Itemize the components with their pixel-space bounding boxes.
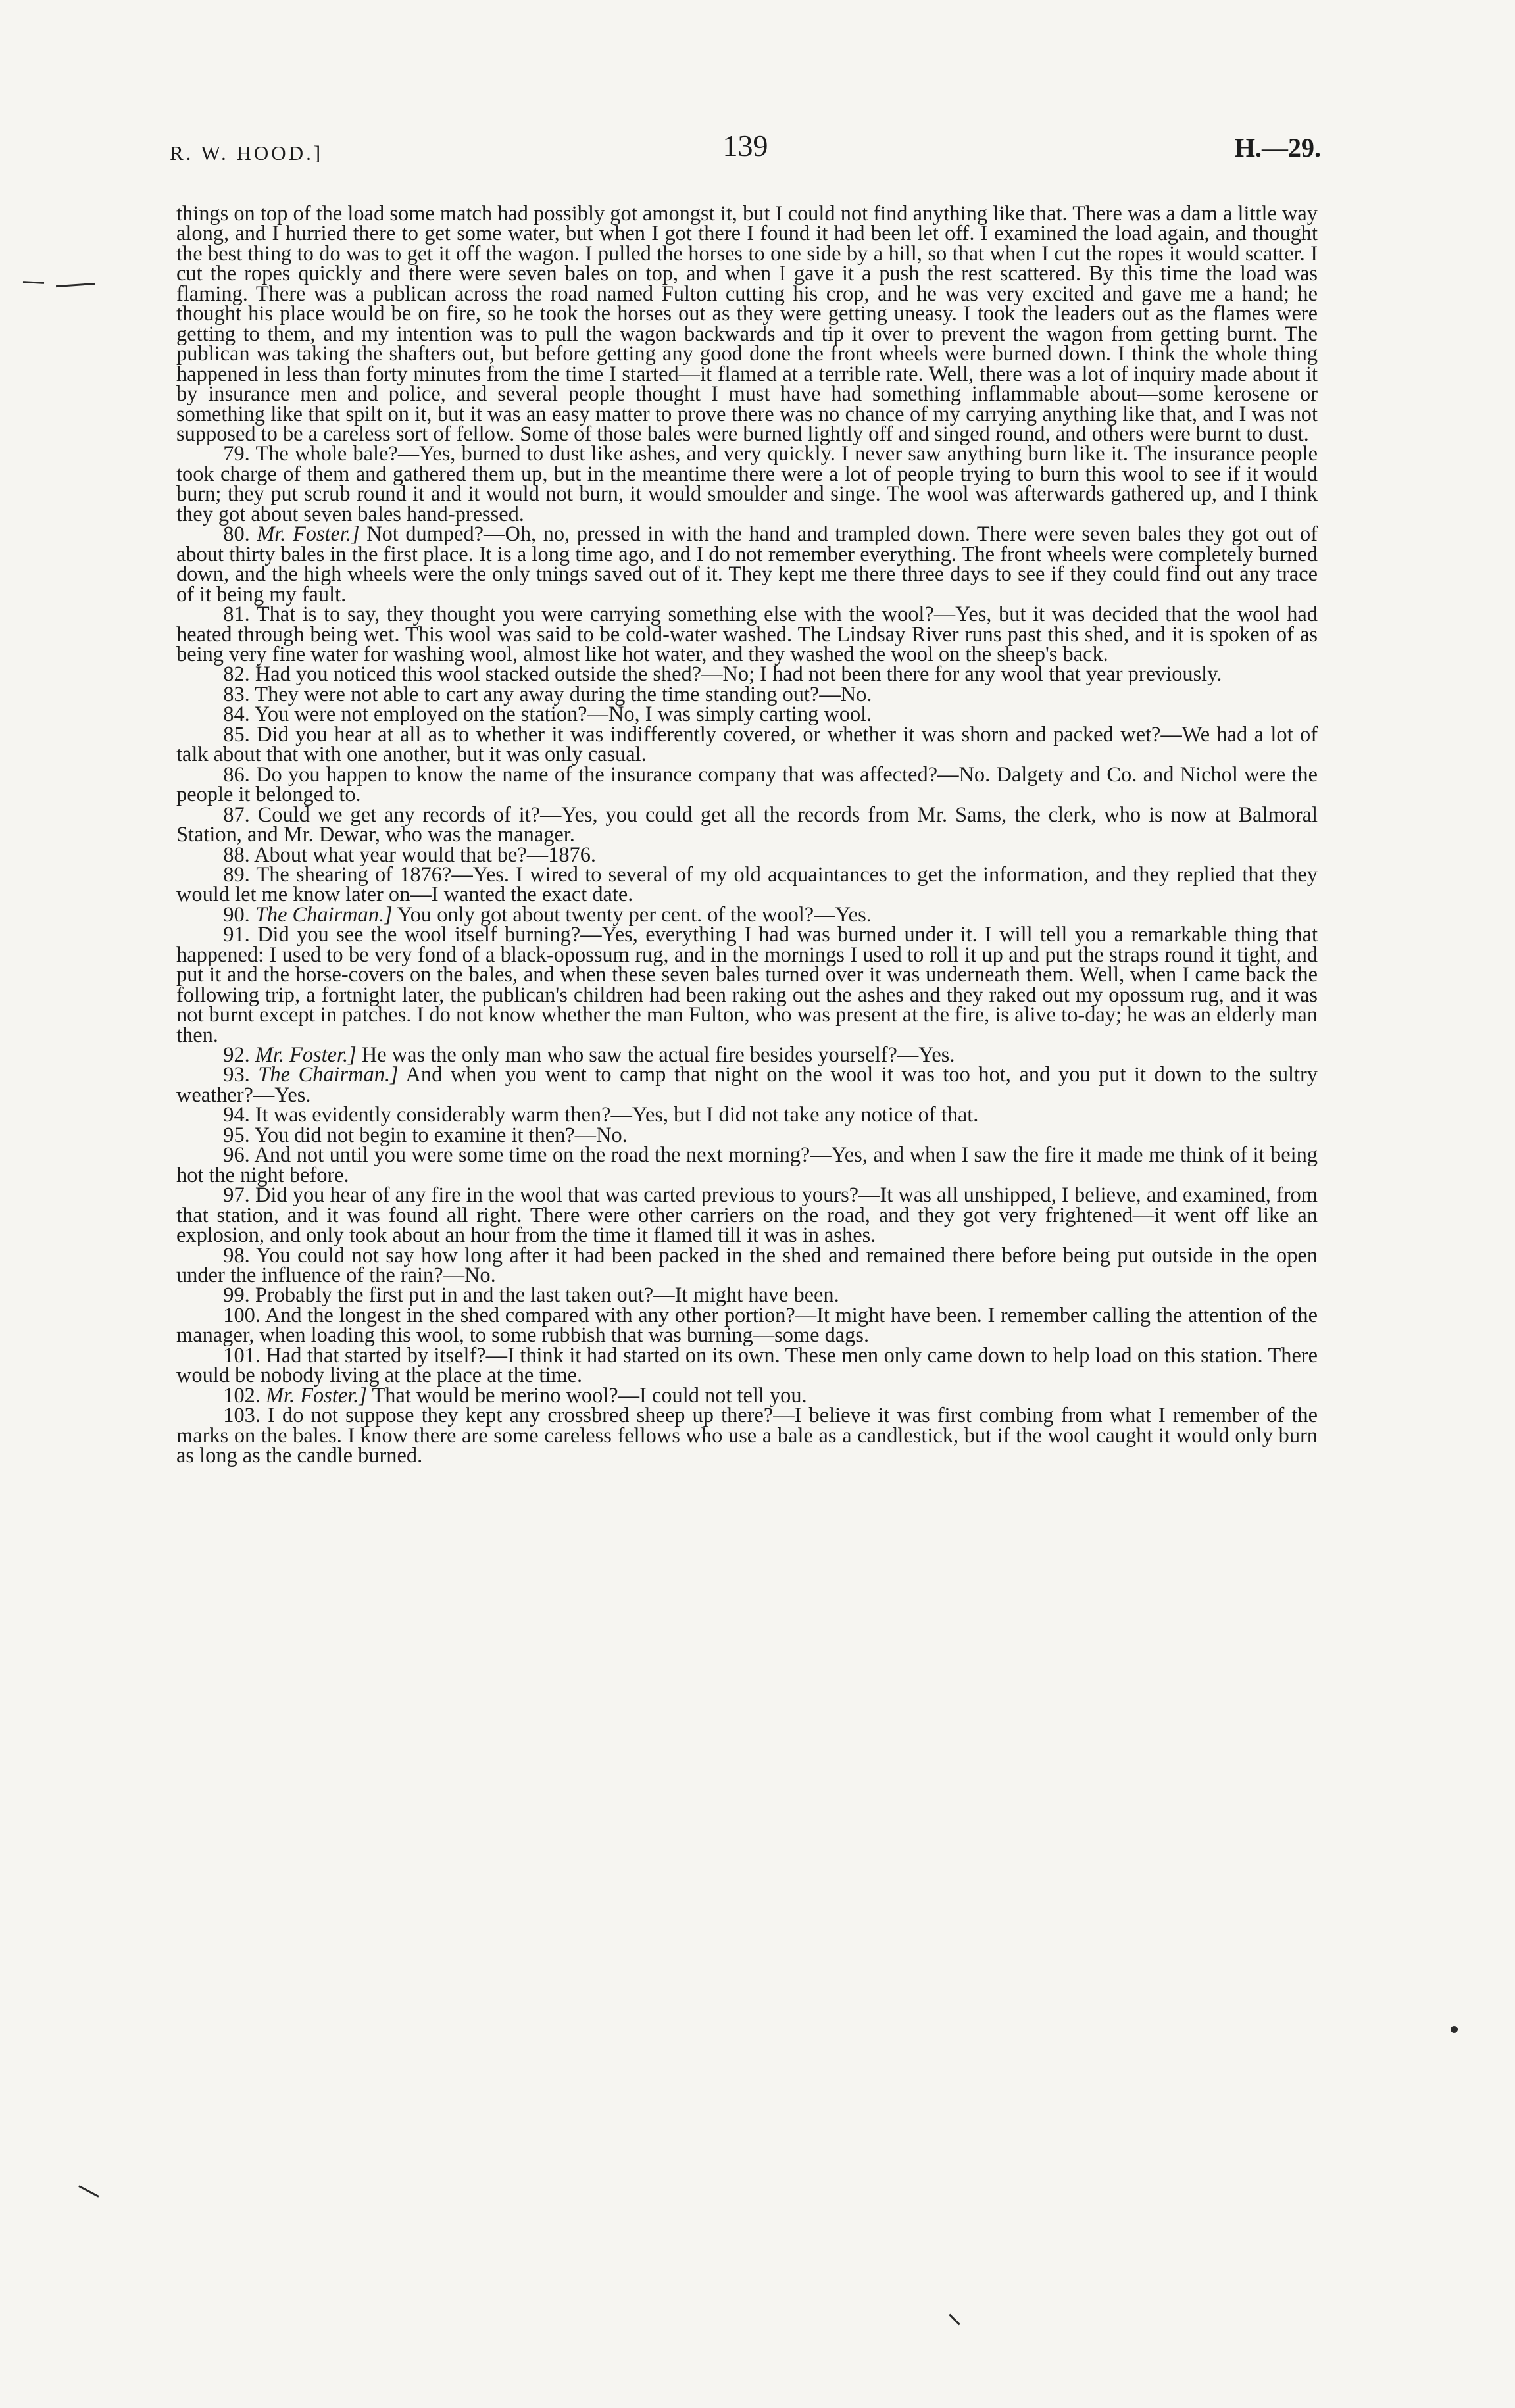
- answer-text: Did you hear at all as to whether it was indifferently covered, or whether it was shorn and packed wet?—We had a lot of talk about that with one another, but it was only casual.: [176, 722, 1318, 767]
- question-number: 97.: [223, 1183, 250, 1208]
- answer-text: And the longest in the shed compared with any other portion?—It might have been. I remember calling the attention of the manager, when loading this wool, to some rubbish that was burning—some dags.: [176, 1303, 1318, 1348]
- answer-text: He was the only man who saw the actual fire besides yourself?—Yes.: [361, 1043, 955, 1068]
- answer-text: Had you noticed this wool stacked outside the shed?—No; I had not been there for any wool that year previously.: [255, 662, 1222, 687]
- speaker-label: The Chairman.]: [255, 902, 393, 927]
- question-paragraph: [176, 925, 1318, 1045]
- question-paragraph: [176, 1125, 1318, 1145]
- speaker-label: The Chairman.]: [258, 1063, 399, 1087]
- answer-text: That would be merino wool?—I could not tell you.: [372, 1383, 807, 1408]
- answer-text: You were not employed on the station?—No, I was simply carting wool.: [254, 702, 872, 727]
- question-paragraph: [176, 444, 1318, 524]
- question-paragraph: [176, 1183, 1318, 1248]
- question-paragraph: [176, 1283, 1318, 1308]
- question-number: 103.: [223, 1404, 261, 1428]
- margin-mark: [56, 283, 95, 287]
- answer-text: I do not suppose they kept any crossbred sheep up there?—I believe it was first combing from what I remember of the marks on the bales. I know there are some careless fellows who use a bale as a candlestick, but if the wool caught it would only burn as long as the candle burned.: [176, 1404, 1318, 1468]
- question-number: 81.: [223, 602, 250, 627]
- page-header: [170, 128, 1321, 174]
- question-paragraph: [176, 662, 1318, 687]
- speaker-label: Mr. Foster.]: [257, 522, 360, 547]
- question-number: 79.: [223, 442, 250, 466]
- question-number: 83.: [223, 682, 250, 706]
- answer-text: Did you hear of any fire in the wool that was carted previous to yours?—It was all unshipped, I believe, and examined, from that station, and it was found all right. There were other carriers on the road, and they got very frightened—it went off like an explosion, and only took about an hour from the time it flamed till it was in ashes.: [176, 1183, 1318, 1248]
- paper-reference: H.—29.: [1234, 133, 1321, 162]
- question-number: 80.: [223, 522, 250, 547]
- question-paragraph: [176, 1243, 1318, 1288]
- question-paragraph: [176, 1065, 1318, 1105]
- question-paragraph: [176, 1303, 1318, 1348]
- answer-text: Could we get any records of it?—Yes, you could get all the records from Mr. Sams, the clerk, who is now at Balmoral Station, and Mr. Dewar, who was the manager.: [176, 802, 1318, 847]
- question-number: 99.: [223, 1283, 250, 1308]
- question-paragraph: [176, 862, 1318, 907]
- answer-text: And when you went to camp that night on the wool it was too hot, and you put it down to the sultry weather?—Yes.: [176, 1063, 1318, 1107]
- question-number: 89.: [223, 862, 250, 887]
- question-number: 101.: [223, 1343, 261, 1367]
- question-paragraph: [176, 802, 1318, 847]
- margin-mark: [1451, 2026, 1458, 2033]
- question-paragraph: [176, 702, 1318, 727]
- question-number: 98.: [223, 1243, 250, 1267]
- question-number: 84.: [223, 702, 250, 727]
- answer-text: The whole bale?—Yes, burned to dust like ashes, and very quickly. I never saw anything burn like it. The insurance people took charge of them and gathered them up, but in the meantime there were a lot of people trying to burn this wool to see if it would burn; they put scrub round it and it would not burn, it would smoulder and singe. The wool was afterwards gathered up, and I think they got about seven bales hand-pressed.: [176, 442, 1318, 526]
- witness-name-header: R. W. HOOD.]: [170, 141, 324, 164]
- answer-text: They were not able to cart any away during the time standing out?—No.: [255, 682, 872, 706]
- question-number: 95.: [223, 1123, 250, 1147]
- question-paragraph: [176, 762, 1318, 807]
- page-number: 139: [722, 129, 768, 162]
- answer-text: You only got about twenty per cent. of the wool?—Yes.: [397, 902, 872, 927]
- answer-text: Did you see the wool itself burning?—Yes, everything I had was burned under it. I will tell you a remarkable thing that happened: I used to be very fond of a black-opossum rug, and in the mornings I used to roll it up and put the straps round it tight, and put it and the horse-covers on the bales, and when these seven bales turned over it was underneath them. Well, when I came back the following trip, a fortnight later, the publican's children had been raking out the ashes and they raked out my opossum rug, and it was not burnt except in patches. I do not know whether the man Fulton, who was present at the fire, is alive to-day; he was an elderly man then.: [176, 923, 1318, 1047]
- question-paragraph: [176, 1105, 1318, 1125]
- question-number: 92.: [223, 1043, 250, 1068]
- question-number: 94.: [223, 1103, 250, 1127]
- question-paragraph: [176, 1383, 1318, 1408]
- question-paragraph: [176, 1145, 1318, 1185]
- speaker-label: Mr. Foster.]: [255, 1043, 357, 1068]
- question-number: 91.: [223, 923, 250, 947]
- question-number: 100.: [223, 1303, 261, 1327]
- question-paragraph: [176, 524, 1318, 604]
- question-paragraph: [176, 1043, 1318, 1068]
- question-number: 87.: [223, 802, 250, 827]
- question-number: 90.: [223, 902, 250, 927]
- question-paragraph: [176, 1343, 1318, 1388]
- speaker-label: Mr. Foster.]: [266, 1383, 367, 1408]
- answer-text: Probably the first put in and the last taken out?—It might have been.: [255, 1283, 839, 1308]
- margin-mark: [78, 2185, 99, 2198]
- answer-text: About what year would that be?—1876.: [254, 843, 597, 867]
- answer-text: You did not begin to examine it then?—No.: [254, 1123, 628, 1147]
- question-paragraph: [176, 902, 1318, 927]
- answer-text: Not dumped?—Oh, no, pressed in with the hand and trampled down. There were seven bales they got out of about thirty bales in the first place. It is a long time ago, and I do not remember everything. The front wheels were completely burned down, and the high wheels were the only tnings saved out of it. They kept me there three days to see if they could find out any trace of it being my fault.: [176, 522, 1318, 606]
- margin-mark: [23, 281, 44, 284]
- answer-text: You could not say how long after it had been packed in the shed and remained there before being put outside in the open under the influence of the rain?—No.: [176, 1243, 1318, 1288]
- question-paragraph: [176, 1404, 1318, 1468]
- question-number: 82.: [223, 662, 250, 687]
- question-number: 85.: [223, 722, 250, 747]
- answer-text: Do you happen to know the name of the insurance company that was affected?—No. Dalgety and Co. and Nichol were the people it belonged to.: [176, 762, 1318, 807]
- question-paragraph: [176, 604, 1318, 664]
- question-paragraph: [176, 682, 1318, 706]
- answer-text: It was evidently considerably warm then?—Yes, but I did not take any notice of that.: [255, 1103, 979, 1127]
- answer-text: And not until you were some time on the road the next morning?—Yes, and when I saw the fire it made me think of it being hot the night before.: [176, 1143, 1318, 1187]
- question-paragraph: [176, 722, 1318, 767]
- question-number: 102.: [223, 1383, 261, 1408]
- question-paragraph: [176, 204, 1318, 444]
- question-number: 96.: [223, 1143, 250, 1167]
- question-paragraph: [176, 845, 1318, 865]
- answer-text: That is to say, they thought you were carrying something else with the wool?—Yes, but it was decided that the wool had heated through being wet. This wool was said to be cold-water washed. The Lindsay River runs past this shed, and it is spoken of as being very fine water for washing wool, almost like hot water, and they washed the wool on the sheep's back.: [176, 602, 1318, 666]
- margin-mark: [949, 2314, 960, 2326]
- answer-text: Had that started by itself?—I think it had started on its own. These men only came down to help load on this station. There would be nobody living at the place at the time.: [176, 1343, 1318, 1388]
- answer-text: things on top of the load some match had possibly got amongst it, but I could not find anything like that. There was a dam a little way along, and I hurried there to get some water, but when I got there I found it had been let off. I examined the load again, and thought the best thing to do was to get it off the wagon. I pulled the horses to one side by a hill, so that when I cut the ropes it would scatter. I cut the ropes quickly and there were seven bales on top, and when I gave it a push the rest scattered. By this time the load was flaming. There was a publican across the road named Fulton cutting his crop, and he was very excited and gave me a hand; he thought his place would be on fire, so he took the horses out as they were getting uneasy. I took the leaders out as the flames were getting to them, and my intention was to pull the wagon backwards and tip it over to prevent the wagon from getting burnt. The publican was taking the shafters out, but before getting any good done the front wheels were burned down. I think the whole thing happened in less than forty minutes from the time I started—it flamed at a terrible rate. Well, there was a lot of inquiry made about it by insurance men and police, and several people thought I must have had something inflammable about—some kerosene or something like that spilt on it, but it was an easy matter to prove there was no chance of my carrying anything like that, and I was not supposed to be a careless sort of fellow. Some of those bales were burned lightly off and singed round, and others were burnt to dust.: [176, 202, 1318, 446]
- answer-text: The shearing of 1876?—Yes. I wired to several of my old acquaintances to get the information, and they replied that they would let me know later on—I wanted the exact date.: [176, 862, 1318, 907]
- question-number: 88.: [223, 843, 250, 867]
- question-number: 86.: [223, 762, 250, 787]
- evidence-text: [176, 204, 1318, 1466]
- question-number: 93.: [223, 1063, 250, 1087]
